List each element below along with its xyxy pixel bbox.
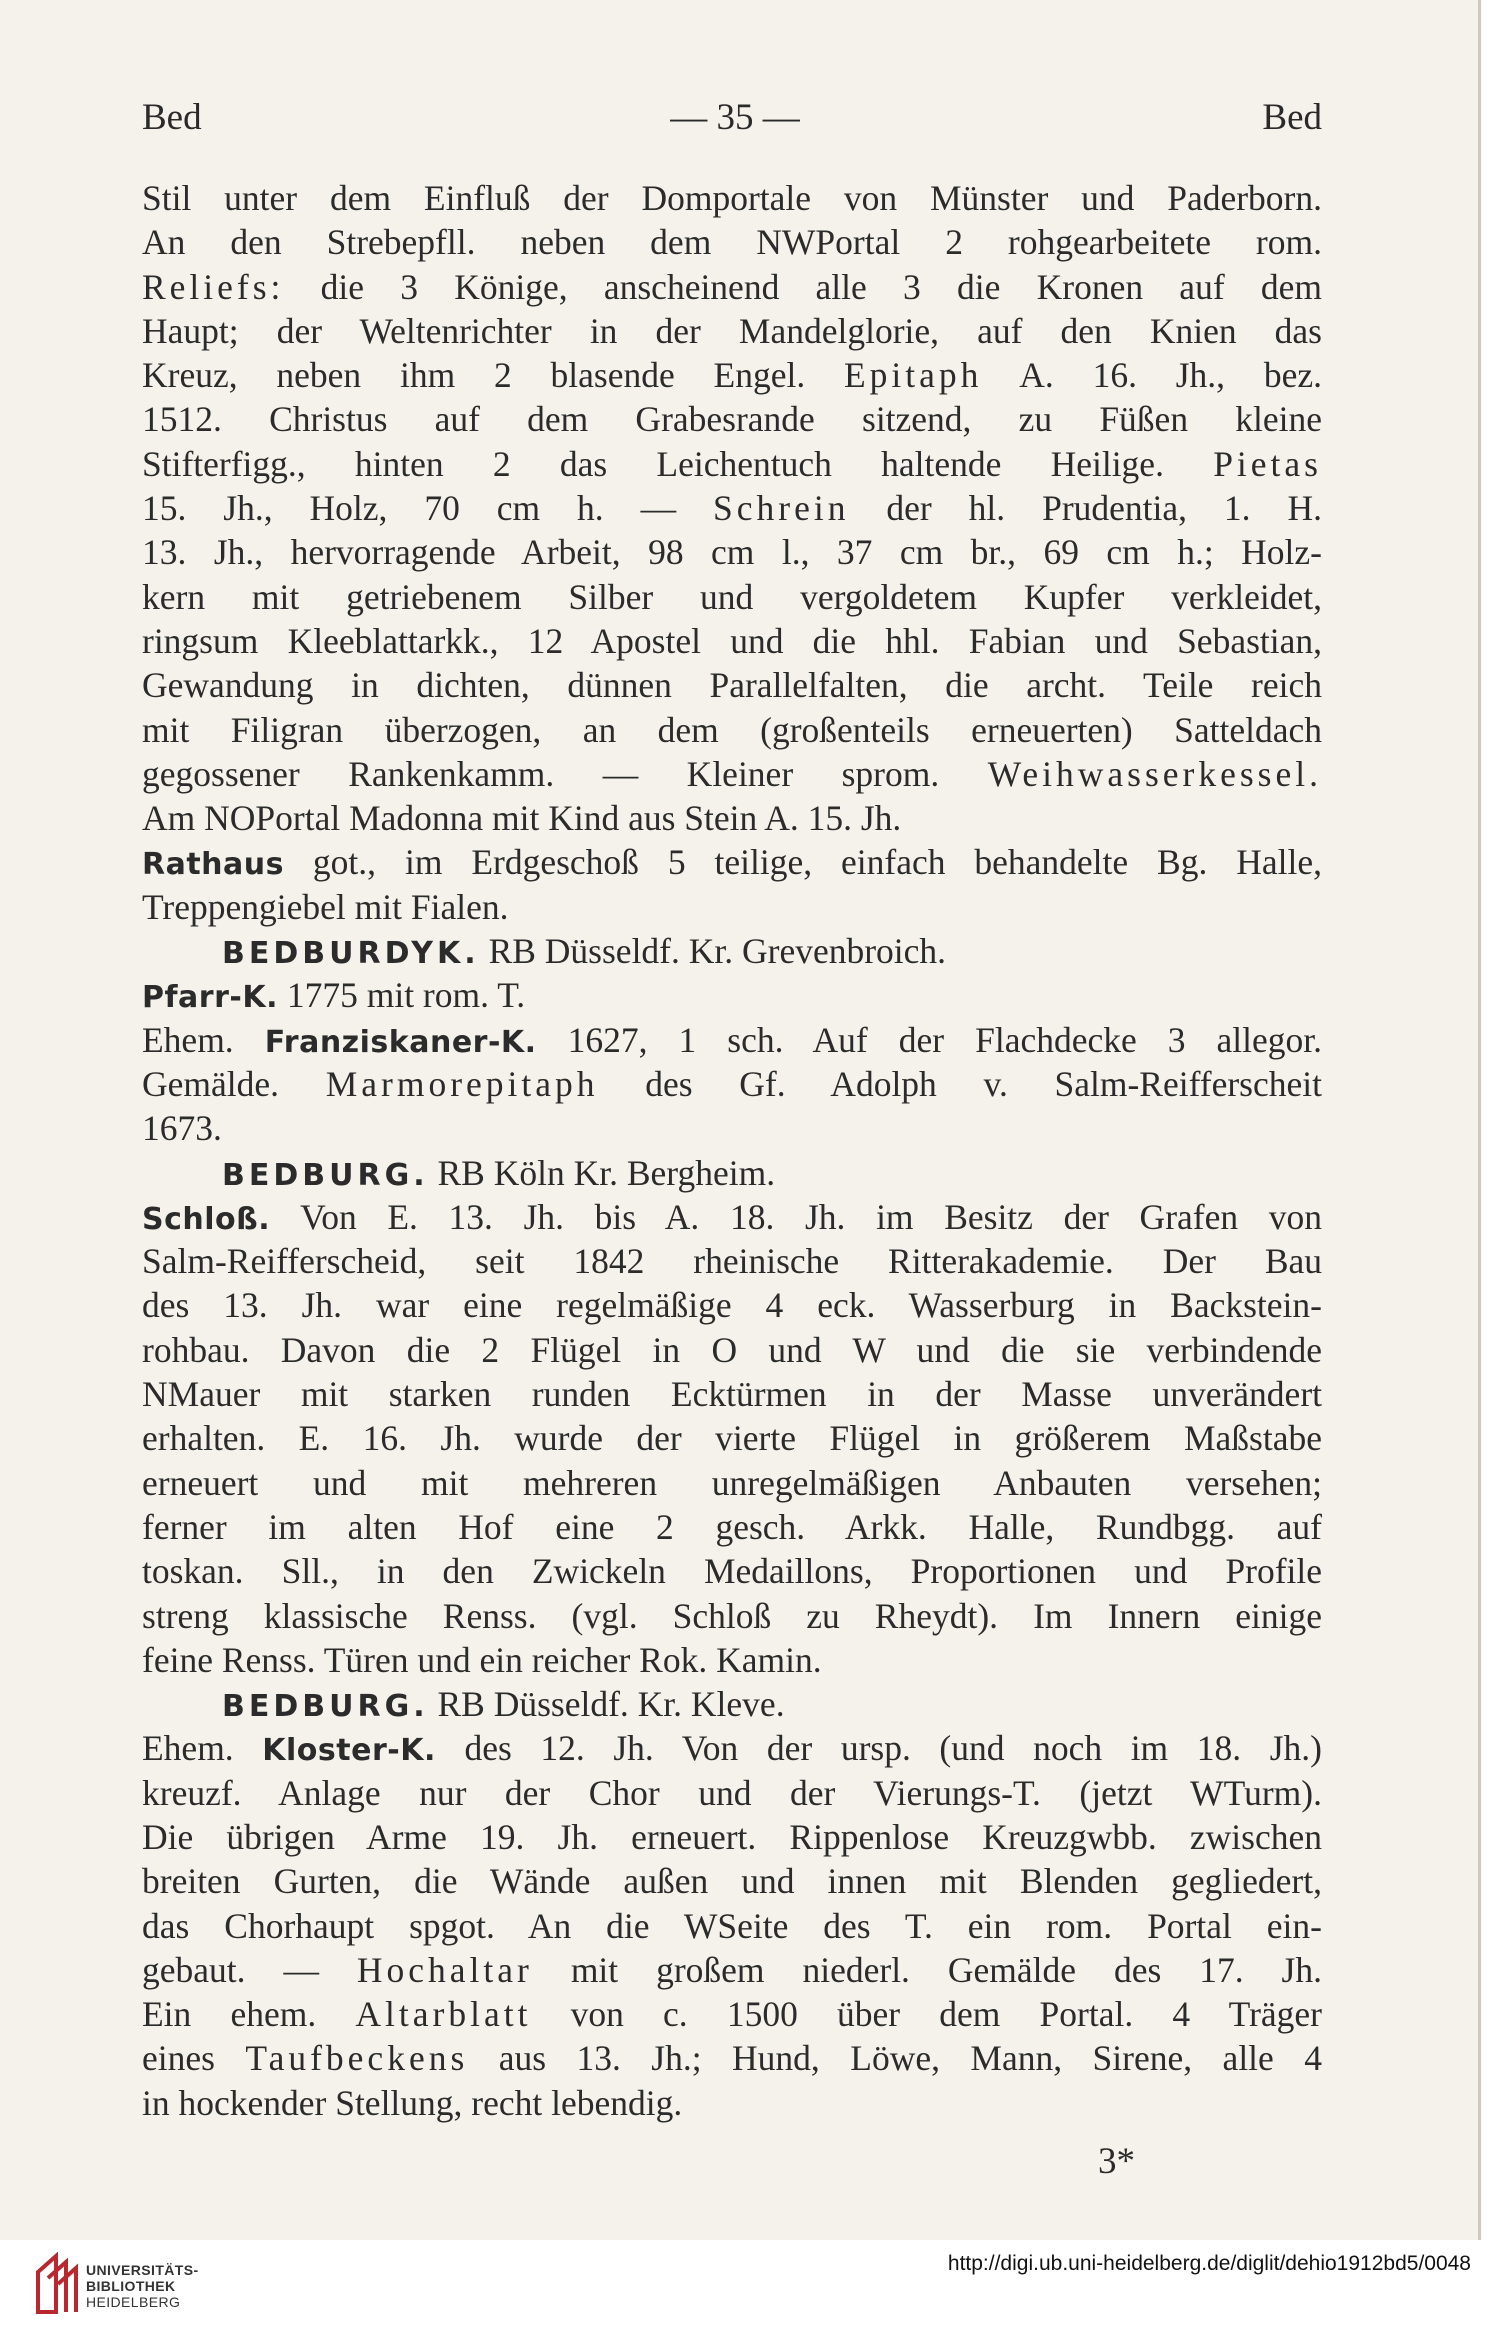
spaced-term: Hochaltar <box>356 1949 533 1990</box>
bold-term: Kloster-K. <box>262 1733 436 1769</box>
text-run: RB Köln Kr. Bergheim. <box>428 1152 776 1193</box>
text-line <box>142 973 1322 1017</box>
spaced-term: Pietas <box>1213 443 1322 484</box>
text-line <box>142 663 1322 707</box>
text-run: Haupt; der Weltenrichter in der Mandelglorie, auf den Knien das <box>142 310 1322 351</box>
text-run: Ehem. <box>142 1019 265 1060</box>
text-run: Kreuz, neben ihm 2 blasende Engel. <box>142 355 844 396</box>
text-line <box>142 575 1322 619</box>
text-run: rohbau. Davon die 2 Flügel in O und W und die sie verbindende <box>142 1329 1322 1370</box>
spaced-term: Weihwasserkessel. <box>987 753 1322 794</box>
text-line <box>142 1239 1322 1283</box>
text-run: die 3 Könige, anscheinend alle 3 die Kronen auf dem <box>284 266 1322 307</box>
text-run: 1673. <box>142 1108 222 1149</box>
text-run: des 13. Jh. war eine regelmäßige 4 eck. Wasserburg in Backstein- <box>142 1285 1322 1326</box>
text-run: 15. Jh., Holz, 70 cm h. — <box>142 488 714 529</box>
text-run: NMauer mit starken runden Ecktürmen in der Masse unverändert <box>142 1374 1322 1415</box>
text-run: Ehem. <box>142 1728 263 1769</box>
text-run: eines <box>142 2038 246 2079</box>
spaced-term: Reliefs: <box>142 266 285 307</box>
text-run: feine Renss. Türen und ein reicher Rok. Kamin. <box>142 1639 822 1680</box>
text-run: toskan. Sll., in den Zwickeln Medaillons, Proportionen und Profile <box>142 1551 1322 1592</box>
text-line <box>142 1505 1322 1549</box>
bold-term: BEDBURDYK. <box>222 936 480 972</box>
text-line <box>142 885 1322 929</box>
spaced-term: Altarblatt <box>355 1994 532 2035</box>
text-line <box>142 1594 1322 1638</box>
text-line <box>142 1859 1322 1903</box>
text-line <box>142 1018 1322 1062</box>
text-run: Gewandung in dichten, dünnen Parallelfalten, die archt. Teile reich <box>142 665 1322 706</box>
signature-mark: 3* <box>1098 2141 1135 2182</box>
text-line <box>142 796 1322 840</box>
text-run: Stil unter dem Einfluß der Domportale von Münster und Paderborn. <box>142 178 1322 218</box>
text-run: Stifterfigg., hinten 2 das Leichentuch haltende Heilige. <box>142 443 1214 484</box>
text-run: Gemälde. <box>142 1063 326 1104</box>
text-line <box>142 1372 1322 1416</box>
running-head-left: Bed <box>142 97 202 138</box>
text-run: An den Strebepfll. neben dem NWPortal 2 rohgearbeitete rom. <box>142 222 1322 263</box>
text-line <box>142 1283 1322 1327</box>
text-line <box>142 1416 1322 1460</box>
text-line <box>142 220 1322 264</box>
text-run: RB Düsseldf. Kr. Kleve. <box>428 1684 785 1725</box>
text-run: Ein ehem. <box>142 1994 356 2035</box>
text-run: Von E. 13. Jh. bis A. 18. Jh. im Besitz der Grafen von <box>270 1196 1322 1237</box>
spaced-term: Schrein <box>713 488 850 529</box>
logo-line: UNIVERSITÄTS- <box>86 2262 199 2278</box>
text-run: streng klassische Renss. (vgl. Schloß zu Rheydt). Im Innern einige <box>142 1595 1322 1636</box>
text-run: ringsum Kleeblattarkk., 12 Apostel und die hhl. Fabian und Sebastian, <box>142 620 1322 661</box>
spaced-term: Epitaph <box>844 355 983 396</box>
text-run: gegossener Rankenkamm. — Kleiner sprom. <box>142 753 988 794</box>
text-run: 1512. Christus auf dem Grabesrande sitzend, zu Füßen kleine <box>142 399 1322 440</box>
text-line <box>142 752 1322 796</box>
text-run: A. 16. Jh., bez. <box>982 355 1322 396</box>
text-line <box>142 1549 1322 1593</box>
text-run: des 12. Jh. Von der ursp. (und noch im 18. Jh.) <box>435 1728 1322 1769</box>
body-text <box>142 176 1322 2125</box>
text-run: erhalten. E. 16. Jh. wurde der vierte Flügel in größerem Maßstabe <box>142 1418 1322 1459</box>
logo-line: BIBLIOTHEK <box>86 2278 176 2294</box>
running-head-right: Bed <box>1262 97 1322 138</box>
bold-term: BEDBURG. <box>222 1157 429 1193</box>
text-line <box>142 1195 1322 1239</box>
text-line <box>142 2081 1322 2125</box>
text-line <box>142 929 1322 973</box>
text-run: mit Filigran überzogen, an dem (großenteils erneuerten) Satteldach <box>142 709 1322 750</box>
text-line <box>142 1638 1322 1682</box>
text-line <box>142 840 1322 884</box>
text-line <box>142 176 1322 220</box>
text-line <box>142 1328 1322 1372</box>
text-line <box>142 2036 1322 2080</box>
text-run: des Gf. Adolph v. Salm-Reifferscheit <box>598 1063 1322 1104</box>
text-line <box>142 353 1322 397</box>
text-run: breiten Gurten, die Wände außen und innen mit Blenden gegliedert, <box>142 1861 1322 1902</box>
university-library-logo-icon <box>34 2252 80 2316</box>
text-run: ferner im alten Hof eine 2 gesch. Arkk. Halle, Rundbgg. auf <box>142 1506 1322 1547</box>
spaced-term: Taufbeckens <box>245 2038 469 2079</box>
source-url-link[interactable]: http://digi.ub.uni-heidelberg.de/diglit/dehio1912bd5/0048 <box>947 2252 1471 2275</box>
text-line <box>142 1948 1322 1992</box>
text-line <box>142 530 1322 574</box>
spaced-term: Marmorepitaph <box>325 1063 599 1104</box>
text-run: Am NOPortal Madonna mit Kind aus Stein A. 15. Jh. <box>142 798 902 839</box>
bold-term: Schloß. <box>142 1201 271 1237</box>
text-line <box>142 708 1322 752</box>
bold-term: Pfarr-K. <box>142 980 278 1016</box>
text-run: der hl. Prudentia, 1. H. <box>849 488 1322 529</box>
text-line <box>142 1771 1322 1815</box>
text-line <box>142 1904 1322 1948</box>
text-run: Treppengiebel mit Fialen. <box>142 886 509 927</box>
text-line <box>142 1726 1322 1770</box>
text-run: erneuert und mit mehreren unregelmäßigen Anbauten versehen; <box>142 1462 1322 1503</box>
text-line <box>142 1151 1322 1195</box>
text-run: von c. 1500 über dem Portal. 4 Träger <box>531 1994 1322 2035</box>
text-run: das Chorhaupt spgot. An die WSeite des T. ein rom. Portal ein- <box>142 1905 1322 1946</box>
text-run: mit großem niederl. Gemälde des 17. Jh. <box>532 1949 1322 1990</box>
bold-term: Franziskaner-K. <box>264 1024 537 1060</box>
text-run: Salm-Reifferscheid, seit 1842 rheinische Ritterakademie. Der Bau <box>142 1241 1322 1282</box>
text-run: Die übrigen Arme 19. Jh. erneuert. Rippenlose Kreuzgwbb. zwischen <box>142 1816 1322 1857</box>
bold-term: BEDBURG. <box>222 1689 429 1725</box>
bold-term: Rathaus <box>142 847 285 883</box>
text-line <box>142 619 1322 663</box>
text-line <box>142 1461 1322 1505</box>
text-run: aus 13. Jh.; Hund, Löwe, Mann, Sirene, alle 4 <box>468 2038 1322 2079</box>
text-run: in hockender Stellung, recht lebendig. <box>142 2082 683 2123</box>
library-logo-text <box>86 2262 199 2310</box>
text-line <box>142 1682 1322 1726</box>
text-line <box>142 397 1322 441</box>
text-run: RB Düsseldf. Kr. Grevenbroich. <box>479 931 947 972</box>
logo-line: HEIDELBERG <box>86 2294 181 2310</box>
text-line <box>142 486 1322 530</box>
text-run: 1775 mit rom. T. <box>277 975 526 1016</box>
text-run: 13. Jh., hervorragende Arbeit, 98 cm l., 37 cm br., 69 cm h.; Holz- <box>142 532 1322 573</box>
text-line <box>142 1992 1322 2036</box>
text-run: kern mit getriebenem Silber und vergoldetem Kupfer verkleidet, <box>142 576 1322 617</box>
text-line <box>142 1815 1322 1859</box>
text-line <box>142 265 1322 309</box>
text-line <box>142 1106 1322 1150</box>
text-line <box>142 309 1322 353</box>
page-number: — 35 — <box>670 97 800 138</box>
text-run: kreuzf. Anlage nur der Chor und der Vierungs-T. (jetzt WTurm). <box>142 1772 1322 1813</box>
text-run: got., im Erdgeschoß 5 teilige, einfach behandelte Bg. Halle, <box>284 842 1322 883</box>
text-run: 1627, 1 sch. Auf der Flachdecke 3 allegor. <box>536 1019 1322 1060</box>
text-line <box>142 1062 1322 1106</box>
text-run: gebaut. — <box>142 1949 357 1990</box>
text-line <box>142 442 1322 486</box>
